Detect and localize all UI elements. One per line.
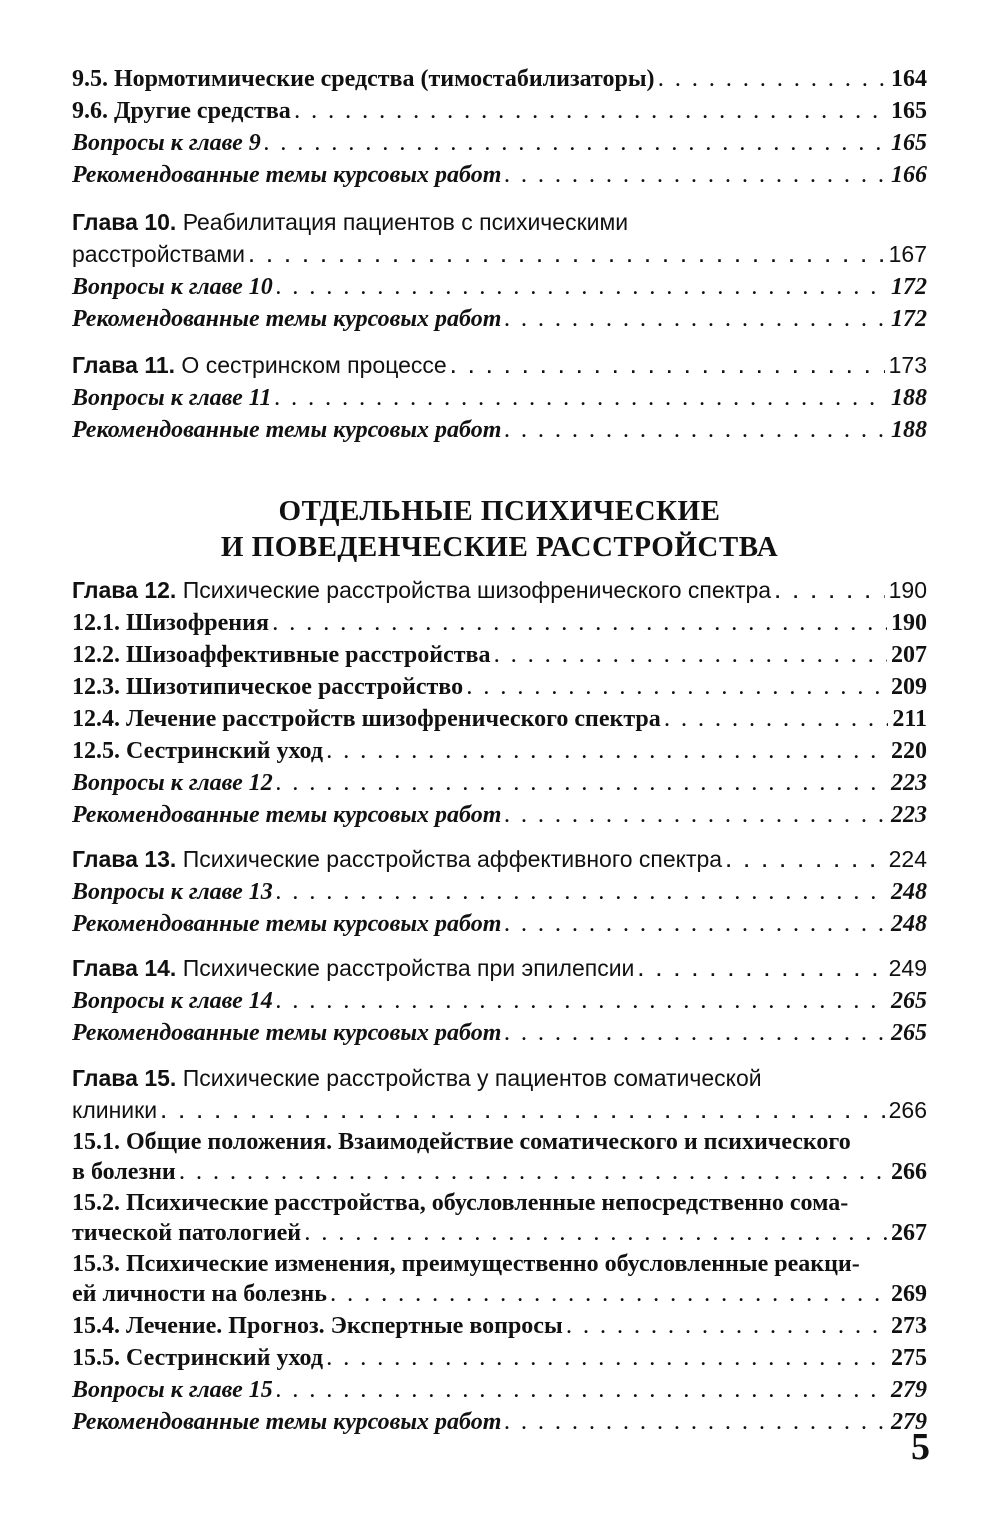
chapter-13-entry	[72, 844, 927, 877]
toc-entry-12-5	[72, 736, 927, 768]
entry-title: 12.1. Шизофрения	[72, 610, 269, 636]
toc-entry-questions-10	[72, 272, 927, 304]
entry-page: 166	[891, 162, 927, 188]
section-heading-line2: И ПОВЕДЕНЧЕСКИЕ РАССТРОЙСТВА	[220, 531, 779, 563]
entry-title: Рекомендованные темы курсовых работ	[72, 1409, 502, 1435]
entry-title: тической патологией	[72, 1220, 302, 1246]
section-heading-line1: ОТДЕЛЬНЫЕ ПСИХИЧЕСКИЕ	[278, 495, 721, 527]
entry-page: 172	[891, 274, 927, 300]
entry-page: 273	[891, 1313, 927, 1339]
entry-title: Рекомендованные темы курсовых работ	[72, 306, 502, 332]
entry-title: 15.4. Лечение. Прогноз. Экспертные вопросы	[72, 1313, 563, 1339]
entry-page: 223	[891, 770, 927, 796]
chapter-label: Глава 15.	[72, 1065, 177, 1091]
chapter-title: О сестринском процессе	[181, 352, 447, 378]
toc-entry-12-2	[72, 640, 927, 672]
toc-entry-questions-15	[72, 1375, 927, 1407]
chapter-label: Глава 10.	[72, 209, 177, 235]
entry-title: 12.3. Шизотипическое расстройство	[72, 674, 464, 700]
entry-page: 267	[891, 1220, 927, 1246]
chapter-11-entry	[72, 350, 927, 383]
toc-entry-questions-12	[72, 768, 927, 800]
entry-page: 279	[891, 1409, 927, 1435]
chapter-title: Психические расстройства при эпилепсии	[182, 955, 635, 981]
toc-entry-12-3	[72, 672, 927, 704]
toc-entry-12-4	[72, 704, 927, 736]
toc-entry-questions-13	[72, 877, 927, 909]
chapter-12-entry	[72, 575, 927, 608]
entry-page: 220	[891, 738, 927, 764]
entry-page: 190	[888, 577, 927, 603]
entry-page: 173	[888, 352, 927, 378]
entry-title: Вопросы к главе 9	[72, 130, 261, 156]
toc-entry-15-4	[72, 1311, 927, 1343]
entry-page: 266	[888, 1097, 927, 1123]
toc-entry-15-2-line1: 15.2. Психические расстройства, обусловленные непосредственно сома-	[72, 1190, 849, 1216]
toc-entry-questions-9	[72, 128, 927, 160]
toc-entry-15-1-line1: 15.1. Общие положения. Взаимодействие соматического и психического	[72, 1129, 851, 1155]
toc-entry-15-3-line1: 15.3. Психические изменения, преимущественно обусловленные реакци-	[72, 1251, 860, 1277]
toc-entry-topics-15	[72, 1407, 927, 1439]
entry-title: Вопросы к главе 15	[72, 1377, 273, 1403]
entry-title: Вопросы к главе 14	[72, 988, 273, 1014]
entry-title: 12.5. Сестринский уход	[72, 738, 323, 764]
toc-entry-15-1	[72, 1157, 927, 1189]
entry-page: 275	[891, 1345, 927, 1371]
toc-page	[72, 64, 927, 1439]
entry-page: 266	[891, 1159, 927, 1185]
entry-title: в болезни	[72, 1159, 176, 1185]
toc-entry-15-5	[72, 1343, 927, 1375]
chapter-title-cont: клиники	[72, 1097, 158, 1123]
entry-page: 165	[891, 98, 927, 124]
entry-title: 9.6. Другие средства	[72, 98, 291, 124]
toc-entry-15-3	[72, 1279, 927, 1311]
entry-page: 190	[891, 610, 927, 636]
chapter-title: Реабилитация пациентов с психическими	[182, 209, 629, 235]
entry-page: 279	[891, 1377, 927, 1403]
section-heading	[72, 493, 927, 565]
entry-page: 209	[891, 674, 927, 700]
chapter-title: Психические расстройства у пациентов соматической	[182, 1065, 762, 1091]
chapter-title: Психические расстройства шизофренического спектра	[182, 577, 772, 603]
entry-page: 248	[891, 879, 927, 905]
toc-entry-9-5	[72, 64, 927, 96]
entry-title: 12.2. Шизоаффективные расстройства	[72, 642, 491, 668]
toc-entry-topics-9	[72, 160, 927, 192]
toc-entry-topics-14	[72, 1018, 927, 1050]
entry-title: Вопросы к главе 12	[72, 770, 273, 796]
entry-title: 15.5. Сестринский уход	[72, 1345, 323, 1371]
chapter-14-entry	[72, 953, 927, 986]
chapter-label: Глава 13.	[72, 846, 177, 872]
chapter-15-entry	[72, 1095, 927, 1128]
entry-page: 269	[891, 1281, 927, 1307]
chapter-label: Глава 11.	[72, 352, 176, 378]
entry-page: 211	[892, 706, 927, 732]
entry-title: ей личности на болезнь	[72, 1281, 327, 1307]
entry-page: 172	[891, 306, 927, 332]
entry-page: 223	[891, 802, 927, 828]
page-number: 5	[911, 1426, 930, 1468]
chapter-10-entry	[72, 239, 927, 272]
entry-title: 12.4. Лечение расстройств шизофренического спектра	[72, 706, 661, 732]
entry-title: Вопросы к главе 10	[72, 274, 273, 300]
entry-title: Рекомендованные темы курсовых работ	[72, 802, 502, 828]
entry-page: 164	[891, 66, 927, 92]
entry-page: 224	[888, 846, 927, 872]
entry-page: 249	[888, 955, 927, 981]
toc-entry-12-1	[72, 608, 927, 640]
toc-entry-9-6	[72, 96, 927, 128]
chapter-title: Психические расстройства аффективного спектра	[182, 846, 723, 872]
entry-page: 167	[888, 241, 927, 267]
chapter-15-title-line	[72, 1062, 927, 1095]
chapter-10-title-line	[72, 206, 927, 239]
entry-title: Вопросы к главе 11	[72, 385, 272, 411]
entry-title: Рекомендованные темы курсовых работ	[72, 162, 502, 188]
entry-title: Рекомендованные темы курсовых работ	[72, 911, 502, 937]
entry-page: 265	[891, 1020, 927, 1046]
entry-page: 188	[891, 417, 927, 443]
entry-page: 165	[891, 130, 927, 156]
entry-page: 207	[891, 642, 927, 668]
chapter-label: Глава 14.	[72, 955, 177, 981]
toc-entry-topics-13	[72, 909, 927, 941]
entry-title: Вопросы к главе 13	[72, 879, 273, 905]
toc-entry-questions-11	[72, 383, 927, 415]
toc-entry-topics-10	[72, 304, 927, 336]
toc-entry-topics-11	[72, 415, 927, 447]
chapter-label: Глава 12.	[72, 577, 177, 603]
toc-entry-15-2	[72, 1218, 927, 1250]
entry-page: 265	[891, 988, 927, 1014]
entry-title: Рекомендованные темы курсовых работ	[72, 1020, 502, 1046]
entry-page: 248	[891, 911, 927, 937]
entry-page: 188	[891, 385, 927, 411]
toc-entry-topics-12	[72, 800, 927, 832]
chapter-title-cont: расстройствами	[72, 241, 245, 267]
toc-entry-questions-14	[72, 986, 927, 1018]
entry-title: 9.5. Нормотимические средства (тимостабилизаторы)	[72, 66, 655, 92]
entry-title: Рекомендованные темы курсовых работ	[72, 417, 502, 443]
